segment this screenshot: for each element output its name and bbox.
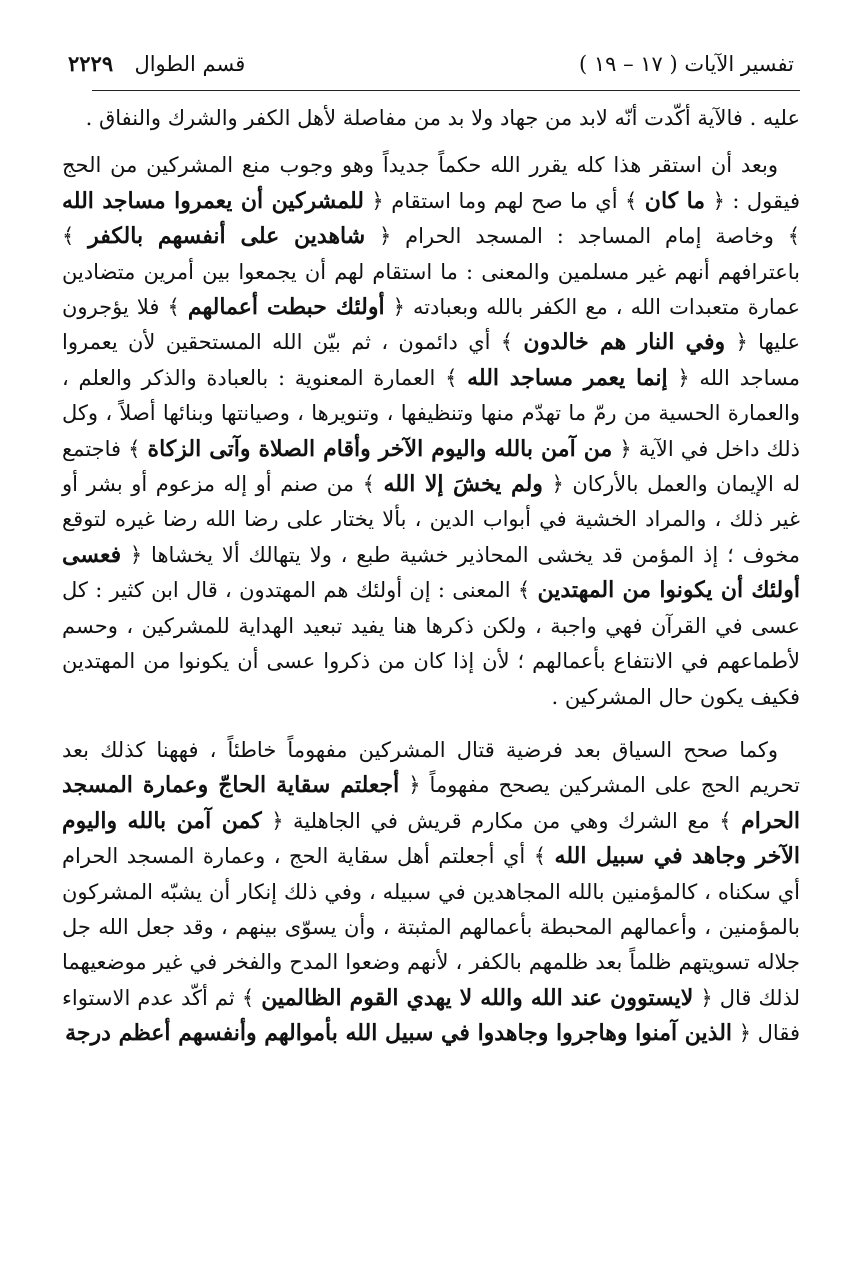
quran-quote: أجعلتم سقاية الحاجّ وعمارة المسجد الحرام [62,772,801,834]
commentary-text: ﴾ وخاصة إمام المساجد : المسجد الحرام ﴿ [365,224,801,249]
commentary-text: ﴾ مع الشرك وهي من مكارم قريش في الجاهلية ﴿ [261,808,742,833]
paragraph-3 [62,733,800,1052]
quran-quote: أولئك حبطت أعمالهم [187,294,385,321]
commentary-text: ﴾ أي دائمون ، ثم بيّن الله المستحقين لأن يعمروا مساجد الله ﴿ [62,330,800,390]
quran-quote: إنما يعمر مساجد الله [467,364,668,391]
header-left [68,50,245,78]
quran-quote: ولم يخشَ إلا الله [383,471,543,498]
commentary-text: عليه . فالآية أكّدت أنّه لابد من جهاد ولا بد من مفاصلة لأهل الكفر والشرك والنفاق . [85,106,800,130]
commentary-text: ﴾ أي ما صح لهم وما استقام ﴿ [363,188,645,213]
quran-quote: كمن آمن بالله واليوم الآخر وجاهد في سبيل الله [62,807,800,870]
quran-quote: للمشركين أن يعمروا مساجد الله [62,187,364,214]
quran-quote: الذين آمنوا وهاجروا وجاهدوا في سبيل الله بأموالهم وأنفسهم أعظم درجة [65,1020,733,1047]
page-body [62,101,800,1052]
book-page [62,50,800,1250]
commentary-text: وكما صحح السياق بعد فرضية قتال المشركين مفهوماً خاطئاً ، فههنا كذلك بعد تحريم الحج على المشركين يصحح مفهوماً ﴿ [62,737,800,798]
commentary-text: ﴾ ثم أكّد عدم الاستواء فقال ﴿ [62,985,800,1046]
page-header [62,50,800,84]
commentary-text: ﴾ أي أجعلتم أهل سقاية الحج ، وعمارة المسجد الحرام أي سكناه ، كالمؤمنين بالله المجاهدين في سبيله ، وفي ذلك إنكار أن يشبّه المشركون بالمؤمنين ، وأعمالهم المحبطة بأعمالهم المثبتة ، وأن يسوّى بينهم ، وقد جعل الله جل جلاله تسويتهم ظلماً بعد ظلمهم بالكفر ، لأنهم وضعوا المدح والفخر في غير موضعيهما لذلك قال ﴿ [62,844,800,1010]
quran-quote: لايستوون عند الله والله لا يهدي القوم الظالمين [261,984,694,1011]
quran-quote: من آمن بالله واليوم الآخر وأقام الصلاة وآتى الزكاة [147,435,613,462]
header-rule [92,90,800,91]
quran-quote: فعسى أولئك أن يكونوا من المهتدين [62,541,800,604]
quran-quote: شاهدين على أنفسهم بالكفر [88,223,366,250]
quran-quote: ما كان [644,187,706,214]
page-number: ٢٢٢٩ [68,51,114,76]
commentary-text: وبعد أن استقر هذا كله يقرر الله حكماً جديداً وهو وجوب منع المشركين من الحج فيقول : ﴿ [62,153,801,213]
commentary-text: ﴾ العمارة المعنوية : بالعبادة والذكر والعلم ، والعمارة الحسية من رمّ ما تهدّم منها وتنظيفها ، وتنويرها ، وصيانتها وبنائها أصلاً ، وكل ذلك داخل في الآية ﴿ [62,365,800,461]
paragraph-1 [62,101,800,136]
commentary-text: ﴾ فاجتمع له الإيمان والعمل بالأركان ﴿ [62,436,800,497]
chapter-title: تفسير الآيات ( ١٧ – ١٩ ) [578,52,794,76]
quran-quote: وفي النار هم خالدون [523,329,726,356]
commentary-text: ﴾ فلا يؤجرون عليها ﴿ [62,295,800,355]
paragraph-2 [62,148,800,715]
section-name: قسم الطوال [134,52,246,76]
commentary-text: ﴾ من صنم أو إله مزعوم أو بشر أو غير ذلك ، والمراد الخشية في أبواب الدين ، بألا يختار على رضا الله رضا غيره لتوقع مخوف ؛ إذ المؤمن قد يخشى المحاذير خشية طبع ، ولا يتهالك ألا يخشاها ﴿ [62,472,800,567]
commentary-text: ﴾ المعنى : إن أولئك هم المهتدون ، قال ابن كثير : كل عسى في القرآن فهي واجبة ، ولكن ذكرها هنا يفيد تبعيد الهداية للمشركين ، وحسم لأطماعهم في الانتفاع بأعمالهم ؛ لأن إذا كان من ذكروا عسى أن يكونوا من المهتدين فكيف يكون حال المشركين . [62,578,800,709]
commentary-text: ﴾ باعترافهم أنهم غير مسلمين والمعنى : ما استقام لهم أن يجمعوا بين أمرين متضادين عمارة متعبدات الله ، مع الكفر بالله وبعبادته ﴿ [62,224,800,320]
